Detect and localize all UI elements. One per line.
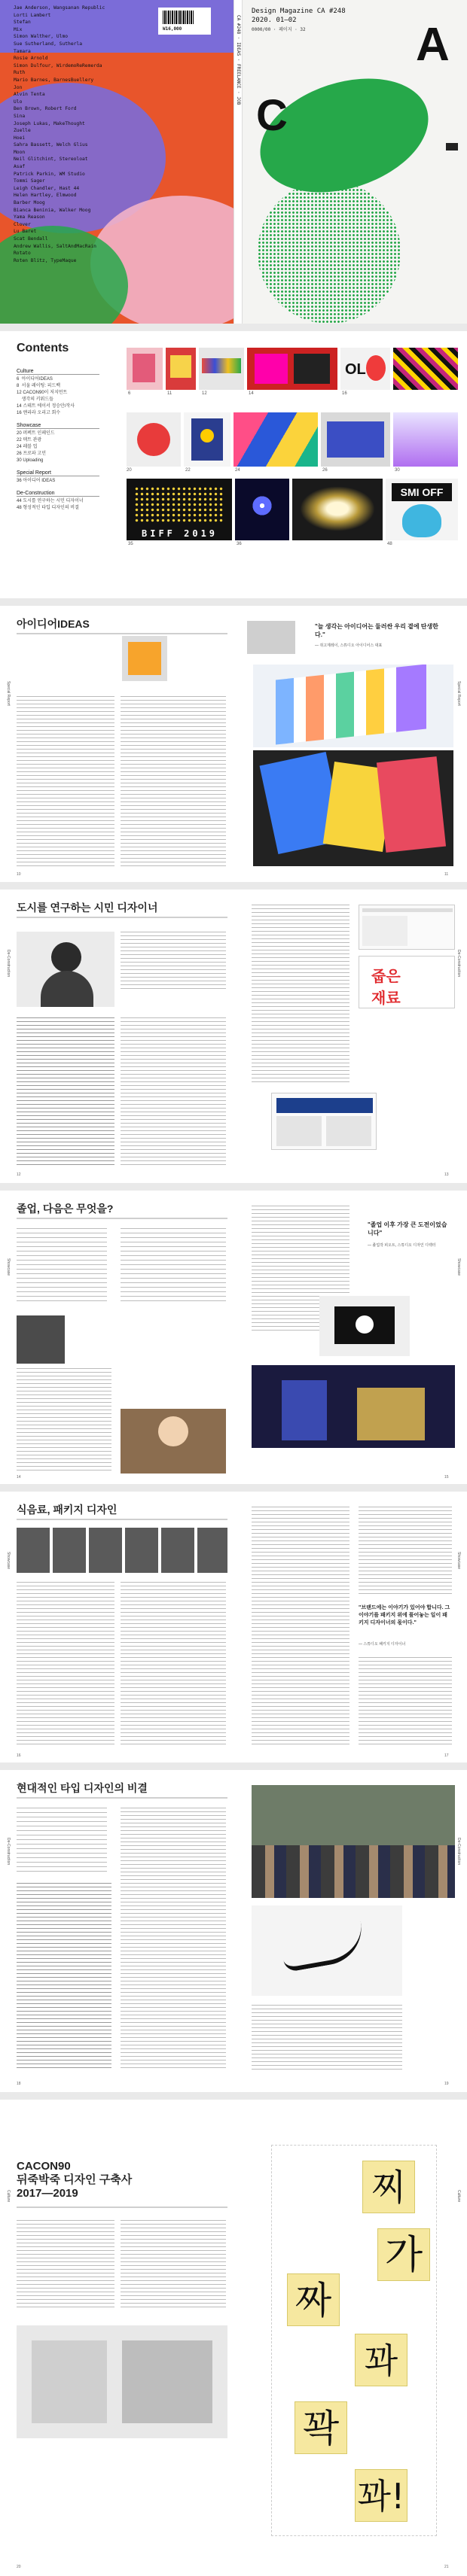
meta-col-1 xyxy=(17,1228,107,1303)
magazine-title: Design Magazine CA #248 xyxy=(252,8,346,15)
big-letter-c: C xyxy=(256,91,288,140)
contributor-name: Tamara xyxy=(14,48,31,54)
event-photo xyxy=(17,2325,227,2438)
page-number: 19 xyxy=(444,2082,449,2086)
contributor-name: Mix xyxy=(14,26,23,32)
thumb-page-number: 6 xyxy=(128,391,131,396)
exhibition-photo xyxy=(252,1365,455,1448)
type-design-spread xyxy=(0,1770,467,2092)
contributor-list xyxy=(14,5,157,264)
page-number: 21 xyxy=(444,2565,449,2569)
article-title: 아이디어IDEAS xyxy=(17,618,90,630)
contributor-name: Lu Baret xyxy=(14,229,37,235)
poster-glyph: 찌 xyxy=(362,2161,415,2213)
toc-item[interactable]: 12 CACON90이 저지먼트 xyxy=(17,391,68,395)
body-col-2 xyxy=(121,1582,226,1747)
thumb-20 xyxy=(127,412,181,467)
contributor-name: Simon Walther, Ulmo xyxy=(14,34,69,40)
spine xyxy=(233,0,243,324)
hangul-poster xyxy=(271,2145,437,2536)
contributor-name: Simon Dulfour, WirdemoReRemerda xyxy=(14,62,102,68)
body-col-1 xyxy=(17,1582,114,1747)
side-label-left: De-Construction xyxy=(6,950,11,978)
thumb-page-number: 24 xyxy=(235,468,240,473)
toc-item[interactable]: 6 아이디어IDEAS xyxy=(17,377,53,382)
ideas-photo-b xyxy=(247,621,295,654)
toc-item[interactable]: 36 아이디어 IDEAS xyxy=(17,479,56,483)
page-number: 17 xyxy=(444,1753,449,1758)
toc-item[interactable]: 24 레블 업 xyxy=(17,445,38,449)
issue-date: 2020. 01—02 xyxy=(252,17,297,24)
poster-glyph: 꽈! xyxy=(355,2469,407,2522)
cacon90-spread xyxy=(0,2100,467,2576)
side-label-right: Culture xyxy=(456,2190,461,2203)
page-number: 20 xyxy=(17,2565,21,2569)
thumb-36 xyxy=(235,479,289,540)
body-col-1 xyxy=(17,1368,111,1474)
side-label-left: Culture xyxy=(6,2190,11,2203)
article-title: CACON90 뒤죽박죽 디자인 구축사 2017—2019 xyxy=(17,2160,133,2200)
body-col-4 xyxy=(359,1507,452,1597)
web-screenshot-b xyxy=(271,1093,377,1150)
page-number: 16 xyxy=(17,1753,21,1758)
contributor-name: Roten Blitz, TypeMaque xyxy=(14,257,77,263)
ideas-photo-a xyxy=(122,636,167,681)
contributor-name: Alvin Tenta xyxy=(14,92,45,98)
small-logo xyxy=(446,143,458,151)
page-number: 14 xyxy=(17,1475,21,1480)
table-of-contents xyxy=(17,363,114,512)
contributor-name: Rotato xyxy=(14,251,31,257)
meta-block xyxy=(17,643,114,689)
toc-item[interactable]: 48 형성적인 타입 디자인의 비결 xyxy=(17,506,79,510)
article-title: 도시를 연구하는 시민 디자이너 xyxy=(17,902,158,914)
contributor-name: Ben Brown, Robert Ford xyxy=(14,106,77,112)
poster-red: 줍은 재료 xyxy=(359,956,455,1008)
thumb-14 xyxy=(247,348,337,390)
side-label-right: Special Report xyxy=(456,681,461,706)
contributor-name: Joseph Lukas, MakeThought xyxy=(14,120,85,126)
ideas-photo-d xyxy=(253,750,453,866)
contributor-name: Jon xyxy=(14,84,23,90)
thumb-page-number: 12 xyxy=(202,391,207,396)
thumb-page-number: 11 xyxy=(167,391,172,396)
toc-item[interactable]: 생각의 키워드들 xyxy=(17,397,53,402)
pull-quote-author: — 졸업작 피오트, 스튜디오 디자인 디렉터 xyxy=(368,1243,436,1248)
page-number: 12 xyxy=(17,1172,21,1177)
pull-quote: "브랜드에는 이야기가 있어야 합니다. 그 이야기를 패키지 위에 풀어놓는 일이 패키지 디자이너의 몫이다." xyxy=(359,1605,450,1626)
toc-item[interactable]: 30 Uploading xyxy=(17,458,44,463)
contributor-name: Bianca Beninia, Walker Moog xyxy=(14,207,91,213)
body-col-5 xyxy=(359,1657,452,1747)
side-label-right: De-Construction xyxy=(456,1838,461,1866)
article-body-left xyxy=(17,696,114,869)
contributor-name: Tommi Sager xyxy=(14,178,45,184)
toc-section-heading: Culture xyxy=(17,369,99,375)
contributor-name: Ruth xyxy=(14,70,26,76)
contributor-name: Andrew Wallis, SaltAndMacRain xyxy=(14,243,96,249)
contributor-name: Jae Anderson, Wangsanan Republic xyxy=(14,5,105,11)
thumb-22 xyxy=(184,412,230,467)
toc-item[interactable]: 14 스테트 에이서 정승안/작사 xyxy=(17,404,75,409)
contents-spread xyxy=(0,331,467,598)
thumb-24 xyxy=(233,412,318,467)
article-body-right xyxy=(121,696,226,869)
front-cover xyxy=(243,0,467,324)
poster-glyph: 짜 xyxy=(287,2273,340,2326)
contributor-name: Sina xyxy=(14,113,26,119)
ideas-photo-c xyxy=(253,665,453,747)
flag-photo xyxy=(319,1296,410,1356)
price-label: W16,000 xyxy=(163,26,182,32)
contributor-name: Helen Hartley, Elmwood xyxy=(14,193,77,199)
contributor-name: Moon xyxy=(14,149,26,155)
contributor-name: Rosie Arnold xyxy=(14,56,48,62)
side-label-right: Showcase xyxy=(456,1552,461,1570)
contents-title: Contents xyxy=(17,342,69,354)
contributor-name: Sue Sutherland, Sutherla xyxy=(14,41,82,47)
contributor-name: Yama Reason xyxy=(14,214,45,220)
contributor-name: Neil Glitchint, Stereoloat xyxy=(14,157,88,163)
web-screenshot-a xyxy=(359,905,455,950)
thumb-page-number: 30 xyxy=(395,468,400,473)
spine-text: CA #248 · IDEAS · FREELANCE · JOB xyxy=(236,15,241,105)
body-col-1 xyxy=(17,1017,114,1168)
thumb-48: SMI OFF xyxy=(386,479,458,540)
toc-section-heading: Showcase xyxy=(17,423,99,429)
meta-col xyxy=(17,1808,107,1875)
thumb-page-number: 36 xyxy=(237,542,242,546)
calligraphy-photo xyxy=(252,1905,402,1996)
side-label-left: Showcase xyxy=(6,1552,11,1570)
thumb-page-number: 14 xyxy=(249,391,254,396)
toc-section-heading: Special Report xyxy=(17,470,99,476)
thumb-11 xyxy=(166,348,196,390)
thumb-16b xyxy=(393,348,458,390)
contributor-name: Patrick Parkin, WM Studio xyxy=(14,171,85,177)
body-col-3 xyxy=(252,2005,402,2073)
contributor-name: Sahra Bassett, Welch Glius xyxy=(14,142,88,148)
intro-text xyxy=(121,932,226,992)
side-label-left: De-Construction xyxy=(6,1838,11,1866)
toc-item[interactable]: 22 텍트 관광 xyxy=(17,438,42,443)
poster-glyph: 꽈 xyxy=(355,2334,407,2386)
contributor-name: Ulo xyxy=(14,99,23,105)
page-number: 13 xyxy=(444,1172,449,1177)
contributor-name: Mario Barnes, BarnesBuellery xyxy=(14,77,94,83)
pull-quote: "늘 생각는 아이디어는 둘러싼 우리 곁에 탄생한다." xyxy=(315,623,438,638)
poster-glyph: 꽉 xyxy=(295,2401,347,2454)
body-col-1 xyxy=(17,2220,114,2310)
contributor-name: Lorti Lambert xyxy=(14,12,51,18)
body-col-3 xyxy=(252,905,349,1085)
citizen-designer-spread xyxy=(0,890,467,1183)
meta-col-2 xyxy=(121,1228,226,1303)
thumb-37 xyxy=(292,479,383,540)
body-col-2 xyxy=(121,1017,226,1168)
issue-sub: 0000/00 · 페이지 · 32 xyxy=(252,27,306,32)
ideas-spread xyxy=(0,606,467,882)
page-number: 10 xyxy=(17,872,21,877)
package-spread xyxy=(0,1492,467,1762)
toc-item[interactable]: 20 퍼펙트 인페인드 xyxy=(17,431,55,436)
contributor-name: Leigh Chandler, Hast 44 xyxy=(14,185,80,191)
thumb-35: BIFF 2019 xyxy=(127,479,232,540)
big-letter-a: A xyxy=(416,19,450,71)
thumb-12 xyxy=(199,348,244,390)
side-label-right: Showcase xyxy=(456,1258,461,1276)
thumb-16a: OL xyxy=(340,348,390,390)
toc-item[interactable]: 44 도시를 연구하는 시민 디자이너 xyxy=(17,499,84,503)
graduation-spread xyxy=(0,1191,467,1484)
body-col-1 xyxy=(17,1883,111,2071)
thumb-page-number: 35 xyxy=(128,542,133,546)
thumb-page-number: 26 xyxy=(322,468,328,473)
toc-item[interactable]: 16 앤리라 오리고 회수 xyxy=(17,411,61,415)
toc-section-heading: De-Construction xyxy=(17,491,99,497)
barcode xyxy=(158,8,211,35)
thumb-page-number: 20 xyxy=(127,468,132,473)
contributor-name: Clover xyxy=(14,221,31,227)
contributor-name: Hoei xyxy=(14,135,26,141)
toc-item[interactable]: 26 프로파 고민 xyxy=(17,452,46,456)
page-number: 18 xyxy=(17,2082,21,2086)
contributor-name: Stefan xyxy=(14,20,31,26)
side-label-left: Showcase xyxy=(6,1258,11,1276)
body-col-3 xyxy=(252,1507,349,1747)
article-title: 졸업, 다음은 무엇을? xyxy=(17,1203,114,1215)
portrait xyxy=(17,932,114,1007)
article-title: 현대적인 타입 디자인의 비결 xyxy=(17,1782,148,1794)
contributor-name: Barber Moog xyxy=(14,200,45,206)
body-col-2 xyxy=(121,1808,226,2071)
page-number: 11 xyxy=(444,872,449,877)
dot-pattern xyxy=(258,181,401,324)
team-photos xyxy=(17,1528,227,1573)
thumb-6 xyxy=(127,348,163,390)
side-label-left: Special Report xyxy=(6,681,11,706)
student-photo-1 xyxy=(17,1315,65,1364)
side-label-right: De-Construction xyxy=(456,950,461,978)
contributor-name: Asaf xyxy=(14,164,26,170)
pull-quote: "졸업 이후 가장 큰 도전이었습니다" xyxy=(368,1221,447,1236)
contributor-name: Scat Bendall xyxy=(14,236,48,242)
pull-quote-author: — 쥐고제레이, 스튜디오 아이디어스 대표 xyxy=(315,643,383,648)
pull-quote-author: — 스튜디오 패키지 디자이너 xyxy=(359,1642,406,1647)
poster-glyph: 가 xyxy=(377,2228,430,2281)
page-number: 15 xyxy=(444,1475,449,1480)
group-photo xyxy=(252,1785,455,1898)
article-title: 식음료, 패키지 디자인 xyxy=(17,1504,118,1516)
thumb-26 xyxy=(321,412,390,467)
back-cover xyxy=(0,0,233,324)
body-col-2 xyxy=(121,2220,226,2310)
thumb-page-number: 16 xyxy=(342,391,347,396)
contributor-name: Zuelle xyxy=(14,128,31,134)
thumb-page-number: 48 xyxy=(387,542,392,546)
cover-spread xyxy=(0,0,467,324)
thumb-30 xyxy=(393,412,458,467)
thumb-page-number: 22 xyxy=(185,468,191,473)
student-photo-2 xyxy=(121,1409,226,1474)
toc-item[interactable]: 8 서울 레이팅: 피드백 xyxy=(17,384,61,388)
